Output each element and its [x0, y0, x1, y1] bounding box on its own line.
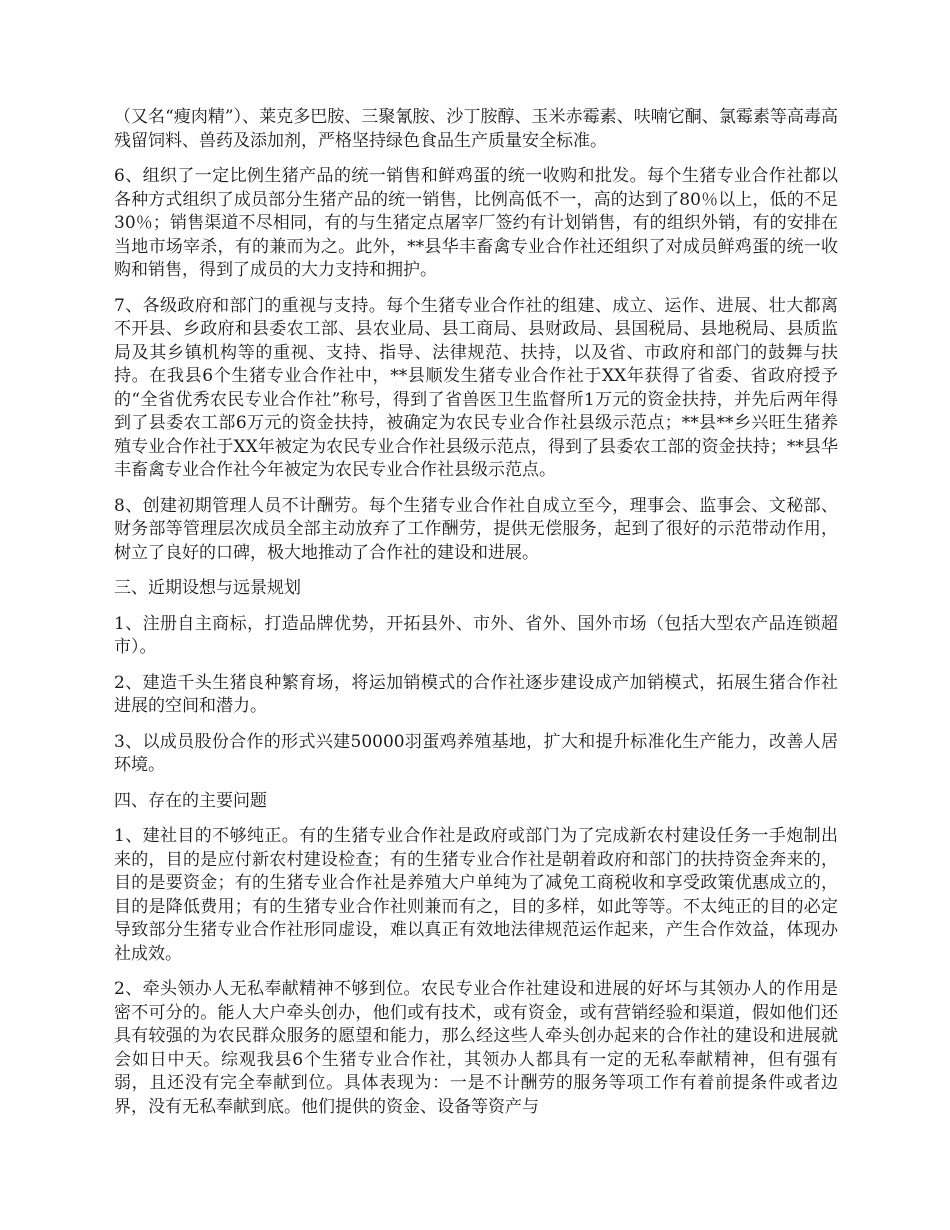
paragraph-problem-purpose: 1、建社目的不够纯正。有的生猪专业合作社是政府或部门为了完成新农村建设任务一手炮制出来的，目的是应付新农村建设检查；有的生猪专业合作社是朝着政府和部门的扶持资金奔来的，目的是要资金；有的生猪专业合作社是养殖大户单纯为了减免工商税收和享受政策优惠成立的，目的是降低费用；有的生猪专业合作社则兼而有之，目的多样，如此等等。不太纯正的目的必定导致部分生猪专业合作社形同虚设，难以真正有效地法律规范运作起来，产生合作效益，体现办社成效。	[114, 826, 838, 964]
paragraph-government-support: 7、各级政府和部门的重视与支持。每个生猪专业合作社的组建、成立、运作、进展、壮大都离不开县、乡政府和县委农工部、县农业局、县工商局、县财政局、县国税局、县地税局、县质监局及其乡镇机构等的重视、支持、指导、法律规范、扶持，以及省、市政府和部门的鼓舞与扶持。在我县6个生猪专业合作社中，**县顺发生猪专业合作社于XX年获得了省委、省政府授予的“全省优秀农民专业合作社”称号，得到了省兽医卫生监督所1万元的资金扶持，并先后两年得到了县委农工部6万元的资金扶持，被确定为农民专业合作社县级示范点；**县**乡兴旺生猪养殖专业合作社于XX年被定为农民专业合作社县级示范点，得到了县委农工部的资金扶持；**县华丰畜禽专业合作社今年被定为农民专业合作社县级示范点。	[114, 295, 838, 480]
paragraph-unified-sales: 6、组织了一定比例生猪产品的统一销售和鲜鸡蛋的统一收购和批发。每个生猪专业合作社都以各种方式组织了成员部分生猪产品的统一销售，比例高低不一，高的达到了80％以上，低的不足30％；销售渠道不尽相同，有的与生猪定点屠宰厂签约有计划销售，有的组织外销，有的安排在当地市场宰杀，有的兼而为之。此外，**县华丰畜禽专业合作社还组织了对成员鲜鸡蛋的统一收购和销售，得到了成员的大力支持和拥护。	[114, 166, 838, 280]
paragraph-problem-leadership: 2、牵头领办人无私奉献精神不够到位。农民专业合作社建设和进展的好坏与其领办人的作用是密不可分的。能人大户牵头创办，他们或有技术，或有资金，或有营销经验和渠道，假如他们还具有较强的为农民群众服务的愿望和能力，那么经这些人牵头创办起来的合作社的建设和进展就会如日中天。综观我县6个生猪专业合作社，其领办人都具有一定的无私奉献精神，但有强有弱，且还没有完全奉献到位。具体表现为：一是不计酬劳的服务等项工作有着前提条件或者边界，没有无私奉献到底。他们提供的资金、设备等资产与	[114, 979, 838, 1117]
paragraph-unpaid-management: 8、创建初期管理人员不计酬劳。每个生猪专业合作社自成立至今，理事会、监事会、文秘部、财务部等管理层次成员全部主动放弃了工作酬劳，提供无偿服务，起到了很好的示范带动作用，树立了良好的口碑，极大地推动了合作社的建设和进展。	[114, 495, 838, 563]
paragraph-feed-standards: （又名“瘦肉精”）、莱克多巴胺、三聚氰胺、沙丁胺醇、玉米赤霉素、呋喃它酮、氯霉素等高毒高残留饲料、兽药及添加剂，严格坚持绿色食品生产质量安全标准。	[114, 107, 838, 151]
paragraph-plan-breeding: 2、建造千头生猪良种繁育场，将运加销模式的合作社逐步建设成产加销模式，拓展生猪合作社进展的空间和潜力。	[114, 672, 838, 716]
section-heading-plans: 三、近期设想与远景规划	[114, 578, 301, 598]
paragraph-plan-brand: 1、注册自主商标，打造品牌优势，开拓县外、市外、省外、国外市场（包括大型农产品连锁超市）。	[114, 613, 838, 657]
section-heading-problems: 四、存在的主要问题	[114, 790, 267, 811]
paragraph-plan-egg-base: 3、以成员股份合作的形式兴建50000羽蛋鸡养殖基地，扩大和提升标准化生产能力，改善人居环境。	[114, 731, 838, 775]
